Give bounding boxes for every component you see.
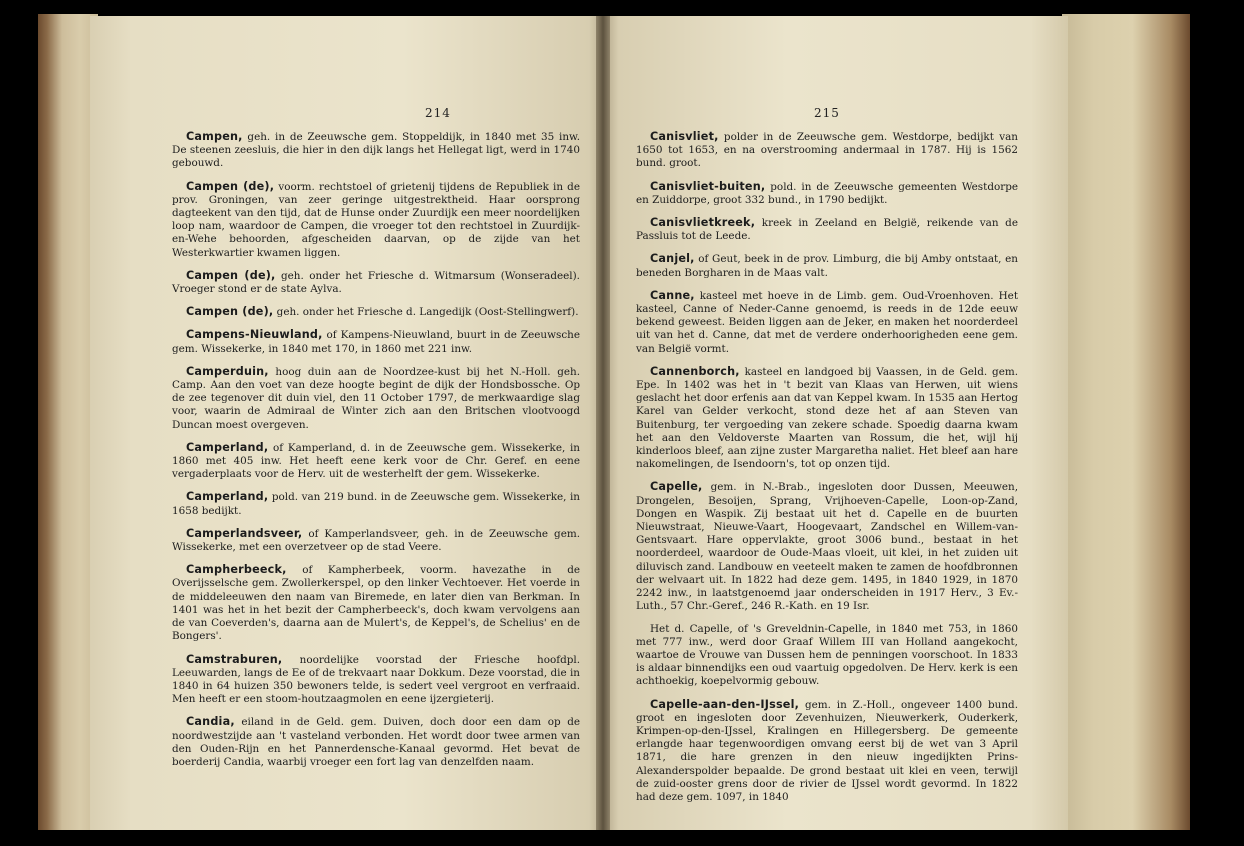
entry-text: of Kampens-Nieuwland, buurt in de Zeeuwsche gem. Wissekerke, in 1840 met 170, in 1860 met 221 inw. <box>172 329 580 355</box>
entry-text: of Kamperlandsveer, geh. in de Zeeuwsche gem. Wissekerke, met een overzetveer op de stad Veere. <box>172 527 580 554</box>
entry-text: gem. in N.-Brab., ingesloten door Dussen, Meeuwen, Drongelen, Besoijen, Sprang, Vrijhoeven-Capelle, Loon-op-Zand, Dongen en Waspik. Zij bestaat uit het d. Capelle en de buurten Nieuwstraat, Nieuwe-Vaart, Hoogevaart, Zandschel en Willem-van-Gentsvaart. Hare oppervlakte, groot 3006 bund., bestaat in het noorderdeel, waardoor de Oude-Maas vloeit, uit klei, in het zuiden uit diluvisch zand. Landbouw en veeteelt maken te zamen de hoofdbronnen der welvaart uit. In 1822 had deze gem. 1495, in 1840 1929, in 1870 2242 inw., in laatstgenoemd jaar onderscheiden in 1917 Herv., 3 Ev.-Luth., 57 Chr.-Geref., 246 R.-Kath. en 19 Isr. <box>636 481 1018 613</box>
entry-text: pold. van 219 bund. in de Zeeuwsche gem. Wissekerke, in 1658 bedijkt. <box>172 491 580 517</box>
entry-headword: Campen (de), <box>186 179 275 193</box>
dictionary-entry <box>636 623 1018 689</box>
dictionary-entry <box>172 328 580 355</box>
entry-text: kasteel en landgoed bij Vaassen, in de Geld. gem. Epe. In 1402 was het in 't bezit van Klaas van Herwen, uit wiens geslacht het door erfenis aan dat van Keppel kwam. In 1535 aan Hertog Karel van Gelder verkocht, stond deze het af aan Steven van Buitenburg, ter vergoeding van zekere schade. Spoedig daarna kwam het aan den Veldoverste Maarten van Rossum, die het, wijl hij kinderloos bleef, aan zijne zuster Margaretha naliet. Het bleef aan hare nakomelingen, de Isendoorn's, tot op onzen tijd. <box>636 365 1018 471</box>
page-number: 215 <box>814 106 840 120</box>
entry-text: hoog duin aan de Noordzee-kust bij het N.-Holl. geh. Camp. Aan den voet van deze hoogte begint de dijk der Hondsbossche. Op de zee tegenover dit duin viel, den 11 October 1797, de merkwaardige slag voor, waarin de Admiraal de Winter zich aan den Britschen vlootvoogd Duncan moest overgeven. <box>172 365 580 431</box>
dictionary-entry <box>172 269 580 296</box>
page-number: 214 <box>425 106 451 120</box>
left-page-text <box>172 130 580 778</box>
entry-headword: Camperland, <box>186 490 269 504</box>
entry-text: geh. onder het Friesche d. Langedijk (Oost-Stellingwerf). <box>273 306 579 319</box>
entry-text: of Kamperland, d. in de Zeeuwsche gem. Wissekerke, in 1860 met 405 inw. Het heeft eene kerk voor de Chr. Geref. en eene vergaderplaats voor de Herv. uit de westerhelft der gem. Wissekerke. <box>172 441 580 481</box>
entry-text: kreek in Zeeland en België, reikende van de Passluis tot de Leede. <box>636 217 1018 243</box>
dictionary-entry <box>172 130 580 171</box>
dictionary-entry <box>636 480 1018 613</box>
entry-text: of Kampherbeek, voorm. havezathe in de Overijsselsche gem. Zwollerkerspel, op den linker Vechtoever. Het voerde in de middeleeuwen den naam van Biremede, en later dien van Berkman. In 1401 was het in het bezit der Campherbeeck's, doch kwam vervolgens aan de van Coeverden's, daarna aan de Mulert's, de Keppel's, de Schelius' en de Bongers'. <box>172 564 580 643</box>
entry-text: geh. in de Zeeuwsche gem. Stoppeldijk, in 1840 met 35 inw. De steenen zeesluis, die hier in den dijk langs het Hellegat ligt, werd in 1740 gebouwd. <box>172 131 580 170</box>
entry-headword: Campens-Nieuwland, <box>186 328 323 342</box>
entry-headword: Campherbeeck, <box>186 563 287 577</box>
entry-text: of Geut, beek in de prov. Limburg, die bij Amby ontstaat, en beneden Borgharen in de Maas valt. <box>636 253 1018 279</box>
dictionary-entry <box>636 289 1018 356</box>
entry-text: noordelijke voorstad der Friesche hoofdpl. Leeuwarden, langs de Ee of de trekvaart naar Dokkum. Deze voorstad, die in 1840 in 64 huizen 350 bewoners telde, is sedert veel vergroot en verfraaid. Men heeft er een stoom-houtzaagmolen en eene ijzergieterij. <box>172 653 580 706</box>
entry-headword: Canisvliet-buiten, <box>650 179 766 193</box>
entry-headword: Capelle, <box>650 480 703 494</box>
entry-text: gem. in Z.-Holl., ongeveer 1400 bund. groot en ingesloten door Zevenhuizen, Nieuwerkerk, Ouderkerk, Krimpen-op-den-IJssel, Kralingen en Hillegersberg. De gemeente erlangde haar tegenwoordigen omvang eerst bij de wet van 3 April 1871, die hare grenzen in den nieuw ingedijkten Prins-Alexanderspolder bepaalde. De grond bestaat uit klei en veen, terwijl de zuid-ooster grens door de rivier de IJssel wordt gevormd. In 1822 had deze gem. 1097, in 1840 <box>636 698 1018 803</box>
dictionary-entry <box>636 216 1018 243</box>
entry-text: voorm. rechtstoel of grietenij tijdens de Republiek in de prov. Groningen, van zeer geringe uitgestrektheid. Haar oorsprong dagteekent van den tijd, dat de Hunse onder Zuurdijk een meer noordelijken loop nam, waardoor de Campen, die vroeger tot den rechtstoel in Zuurdijk-en-Wehe behoorden, afgescheiden daarvan, op de zijde van het Westerkwartier kwamen liggen. <box>172 180 580 259</box>
dictionary-entry <box>172 563 580 643</box>
dictionary-entry <box>172 180 580 260</box>
entry-headword: Canisvliet, <box>650 130 719 143</box>
dictionary-entry <box>172 527 580 554</box>
entry-headword: Candia, <box>186 715 235 729</box>
entry-headword: Canjel, <box>650 252 695 266</box>
entry-headword: Capelle-aan-den-IJssel, <box>650 697 800 711</box>
dictionary-entry <box>636 180 1018 207</box>
dictionary-entry <box>172 653 580 707</box>
entry-headword: Canisvlietkreek, <box>650 216 756 230</box>
entry-text: pold. in de Zeeuwsche gemeenten Westdorpe en Zuiddorpe, groot 332 bund., in 1790 bedijkt. <box>636 180 1018 206</box>
dictionary-entry <box>172 305 580 319</box>
left-page <box>90 16 610 830</box>
entry-headword: Camstraburen, <box>186 652 283 666</box>
entry-text: Het d. Capelle, of 's Greveldnin-Capelle, in 1840 met 753, in 1860 met 777 inw., werd door Graaf Willem III van Holland aangekocht, waartoe de Vrouwe van Dussen hem de penningen voorschoot. In 1833 is aldaar binnendijks een oud vaartuig opgedolven. De Herv. kerk is een achthoekig, koepelvormig gebouw. <box>636 622 1018 688</box>
entry-headword: Cannenborch, <box>650 364 740 378</box>
entry-text: kasteel met hoeve in de Limb. gem. Oud-Vroenhoven. Het kasteel, Canne of Neder-Canne genoemd, is reeds in de 12de eeuw bekend geweest. Beiden liggen aan de Jeker, en maken het noorderdeel uit van het d. Canne, dat met de verdere onderhoorigheden eene gem. van België vormt. <box>636 289 1018 355</box>
dictionary-entry <box>172 715 580 769</box>
entry-headword: Campen (de), <box>186 305 274 319</box>
entry-headword: Campen (de), <box>186 268 276 282</box>
entry-headword: Camperduin, <box>186 364 269 378</box>
entry-text: eiland in de Geld. gem. Duiven, doch door een dam op de noordwestzijde aan 't vasteland verbonden. Het wordt door twee armen van den Ouden-Rijn en het Pannerdensche-Kanaal gevormd. Het bevat de boerderij Candia, waarbij vroeger een fort lag van denzelfden naam. <box>172 716 580 768</box>
dictionary-entry <box>636 698 1018 805</box>
dictionary-entry <box>172 441 580 482</box>
dictionary-entry <box>636 130 1018 171</box>
entry-text: polder in de Zeeuwsche gem. Westdorpe, bedijkt van 1650 tot 1653, en na overstrooming andermaal in 1787. Hij is 1562 bund. groot. <box>636 131 1018 170</box>
entry-headword: Campen, <box>186 130 243 143</box>
entry-text: geh. onder het Friesche d. Witmarsum (Wonseradeel). Vroeger stond er de state Aylva. <box>172 269 580 296</box>
dictionary-entry <box>636 252 1018 279</box>
dictionary-entry <box>172 490 580 517</box>
entry-headword: Canne, <box>650 288 695 302</box>
dictionary-entry <box>172 365 580 432</box>
entry-headword: Camperlandsveer, <box>186 526 303 540</box>
page-edges-right <box>1062 14 1190 830</box>
right-page <box>600 16 1068 830</box>
dictionary-entry <box>636 365 1018 472</box>
book-gutter <box>596 16 610 830</box>
right-page-text <box>636 130 1018 813</box>
entry-headword: Camperland, <box>186 440 269 454</box>
page-edges-left <box>38 14 98 830</box>
